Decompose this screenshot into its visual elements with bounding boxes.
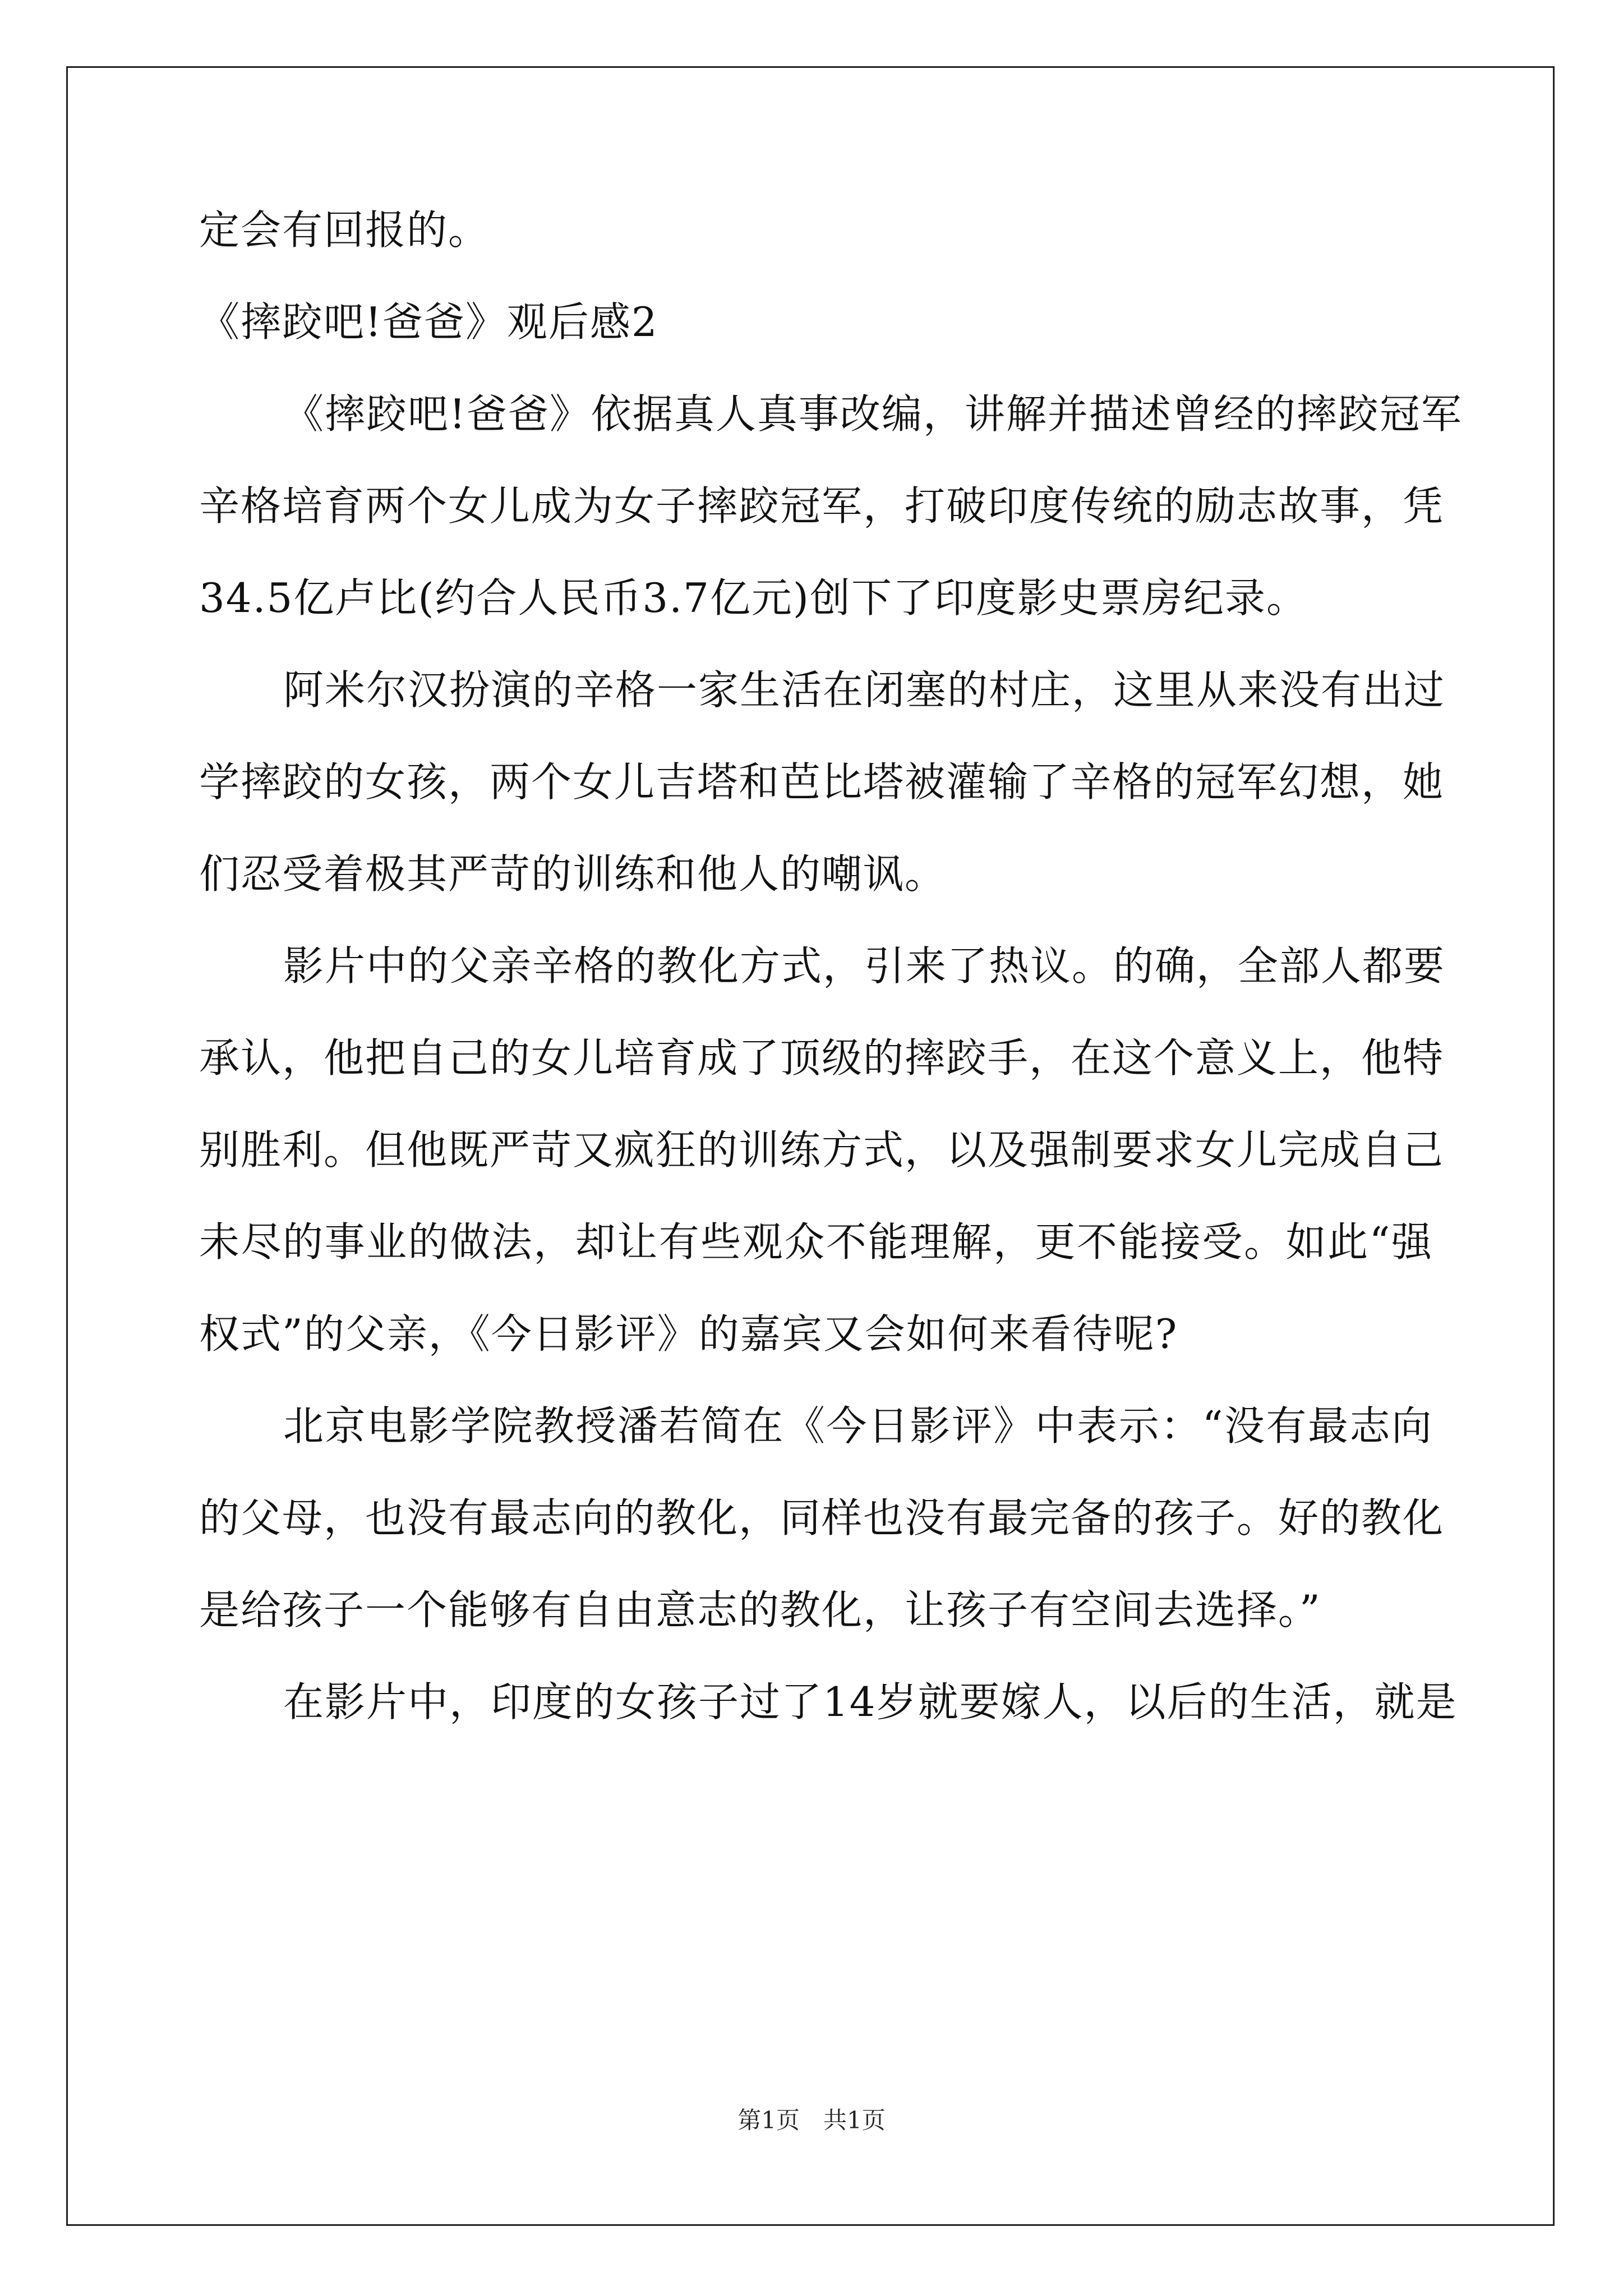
text-line-13: 权式”的父亲，《今日影评》的嘉宾又会如何来看待呢?: [199, 1310, 1178, 1358]
text-line-10: 承认，他把自己的女儿培育成了顶级的摔跤手，在这个意义上，他特: [199, 1034, 1445, 1082]
text-line-5: 34.5亿卢比(约合人民币3.7亿元)创下了印度影史票房纪录。: [199, 574, 1308, 622]
text-line-12: 未尽的事业的做法，却让有些观众不能理解，更不能接受。如此“强: [199, 1218, 1433, 1266]
text-line-17: 在影片中，印度的女孩子过了14岁就要嫁人，以后的生活，就是: [283, 1678, 1458, 1726]
section-heading: 《摔跤吧!爸爸》观后感2: [199, 298, 658, 346]
text-line-4: 辛格培育两个女儿成为女子摔跤冠军，打破印度传统的励志故事，凭: [199, 482, 1445, 530]
text-line-9: 影片中的父亲辛格的教化方式，引来了热议。的确，全部人都要: [283, 942, 1446, 990]
text-line-3: 《摔跤吧!爸爸》依据真人真事改编，讲解并描述曾经的摔跤冠军: [283, 390, 1463, 438]
text-line-1: 定会有回报的。: [199, 206, 490, 254]
text-line-11: 别胜利。但他既严苛又疯狂的训练方式，以及强制要求女儿完成自己: [199, 1126, 1445, 1174]
page-footer: 第1页 共1页: [737, 2106, 886, 2134]
text-line-16: 是给孩子一个能够有自由意志的教化，让孩子有空间去选择。”: [199, 1586, 1321, 1634]
text-line-6: 阿米尔汉扮演的辛格一家生活在闭塞的村庄，这里从来没有出过: [283, 666, 1446, 714]
text-line-15: 的父母，也没有最志向的教化，同样也没有最完备的孩子。好的教化: [199, 1494, 1445, 1542]
text-line-8: 们忍受着极其严苛的训练和他人的嘲讽。: [199, 850, 947, 898]
text-line-7: 学摔跤的女孩，两个女儿吉塔和芭比塔被灌输了辛格的冠军幻想，她: [199, 758, 1445, 806]
text-line-14: 北京电影学院教授潘若简在《今日影评》中表示：“没有最志向: [283, 1402, 1433, 1450]
